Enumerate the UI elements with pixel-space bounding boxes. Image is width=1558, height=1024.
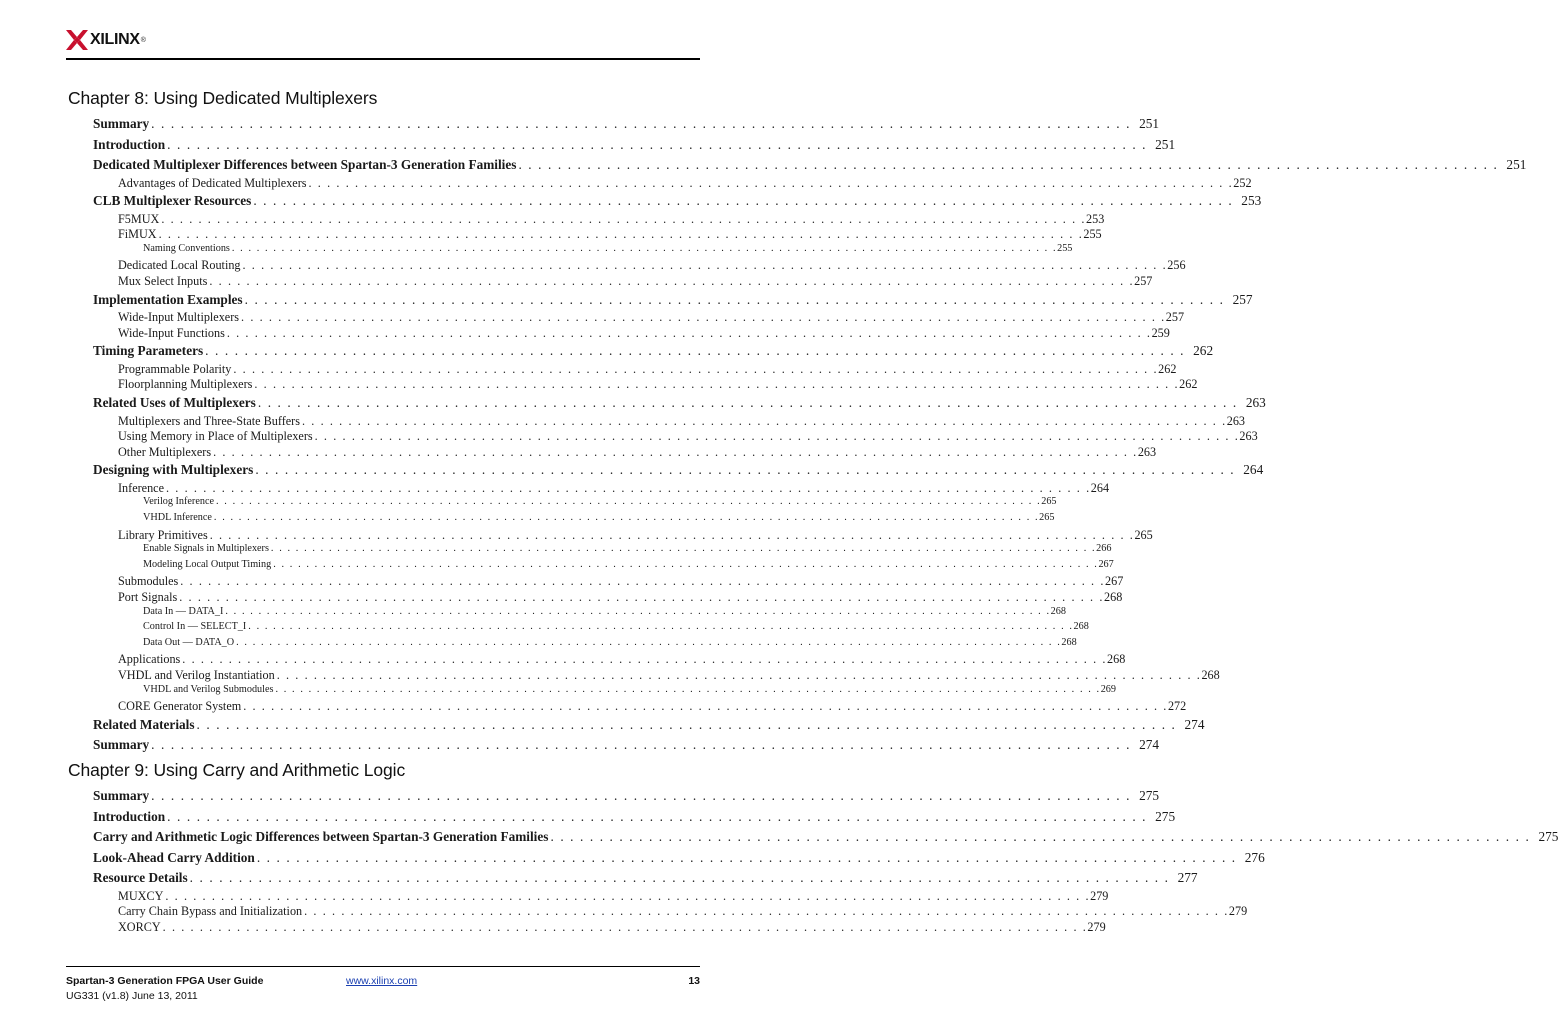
toc-entry-page: 255	[1057, 242, 1073, 254]
toc-entry[interactable]	[143, 558, 1114, 573]
toc-entry-page: 267	[1105, 574, 1124, 589]
toc-entry-page: 277	[1177, 870, 1198, 885]
toc-entry-label: FiMUX	[118, 227, 157, 242]
toc-entry-page: 275	[1139, 788, 1160, 803]
toc-entry-label: Look-Ahead Carry Addition	[93, 849, 255, 865]
toc-entry-page: 274	[1139, 737, 1160, 753]
toc-entry-page: 255	[1083, 227, 1102, 242]
toc-entry[interactable]	[143, 496, 1057, 510]
toc-entry[interactable]	[143, 636, 1077, 651]
toc-entry-page: 263	[1226, 413, 1245, 428]
dot-leader: . . . . . . . . . . . . . . . . . . . . . . . . . . . . . . . . . . . . . . . . . . . . . . . . . . . . . . . . . . . . . . . . . . . . . . . . . . . . . . . . . . . . . . . . . . . . . . . . . . . .	[273, 558, 1099, 570]
toc-entry-label: Using Memory in Place of Multiplexers	[118, 429, 313, 444]
toc-entry[interactable]	[143, 543, 1112, 557]
toc-entry[interactable]	[118, 574, 1124, 589]
toc-entry-label: Naming Conventions	[143, 242, 230, 254]
toc-entry-label: Floorplanning Multiplexers	[118, 377, 253, 392]
toc-entry[interactable]	[93, 291, 1253, 310]
dot-leader: . . . . . . . . . . . . . . . . . . . . . . . . . . . . . . . . . . . . . . . . . . . . . . . . . . . . . . . . . . . . . . . . . . . . . . . . . . . . . . . . . . . . . . . . . . . . . . . . . . . .	[162, 919, 1088, 934]
dot-leader: . . . . . . . . . . . . . . . . . . . . . . . . . . . . . . . . . . . . . . . . . . . . . . . . . . . . . . . . . . . . . . . . . . . . . . . . . . . . . . . . . . . . . . . . . . . . . . . . . . . .	[256, 849, 1237, 865]
dot-leader: . . . . . . . . . . . . . . . . . . . . . . . . . . . . . . . . . . . . . . . . . . . . . . . . . . . . . . . . . . . . . . . . . . . . . . . . . . . . . . . . . . . . . . . . . . . . . . . . . . . .	[233, 361, 1159, 376]
dot-leader: . . . . . . . . . . . . . . . . . . . . . . . . . . . . . . . . . . . . . . . . . . . . . . . . . . . . . . . . . . . . . . . . . . . . . . . . . . . . . . . . . . . . . . . . . . . . . . . . . . . .	[209, 274, 1135, 288]
toc-entry-page: 253	[1241, 193, 1262, 209]
toc-entry[interactable]	[93, 157, 1527, 175]
toc-entry[interactable]	[93, 849, 1265, 868]
toc-entry-label: Resource Details	[93, 870, 188, 885]
toc-entry-label: Library Primitives	[118, 527, 208, 542]
footer-page-number: 13	[688, 975, 700, 987]
toc-entry-page: 257	[1165, 310, 1185, 325]
toc-entry-label: Mux Select Inputs	[118, 274, 208, 288]
chapter-title: Chapter 8: Using Dedicated Multiplexers	[68, 88, 378, 108]
toc-entry-label: CLB Multiplexer Resources	[93, 193, 252, 209]
dot-leader: . . . . . . . . . . . . . . . . . . . . . . . . . . . . . . . . . . . . . . . . . . . . . . . . . . . . . . . . . . . . . . . . . . . . . . . . . . . . . . . . . . . . . . . . . . . . . . . . . . . .	[236, 636, 1062, 648]
footer-website-link[interactable]: www.xilinx.com	[346, 975, 418, 987]
toc-entry-page: 268	[1050, 605, 1066, 617]
toc-entry[interactable]	[118, 274, 1153, 289]
toc-entry[interactable]	[118, 310, 1185, 325]
toc-entry[interactable]	[143, 512, 1055, 526]
toc-entry-page: 264	[1090, 480, 1110, 495]
footer-rule	[66, 966, 700, 967]
xilinx-logo	[66, 30, 146, 50]
dot-leader: . . . . . . . . . . . . . . . . . . . . . . . . . . . . . . . . . . . . . . . . . . . . . . . . . . . . . . . . . . . . . . . . . . . . . . . . . . . . . . . . . . . . . . . . . . . . . . . . . . . .	[226, 325, 1152, 340]
toc-entry[interactable]	[93, 343, 1214, 361]
dot-leader: . . . . . . . . . . . . . . . . . . . . . . . . . . . . . . . . . . . . . . . . . . . . . . . . . . . . . . . . . . . . . . . . . . . . . . . . . . . . . . . . . . . . . . . . . . . . . . . . . . . .	[550, 829, 1531, 844]
toc-entry[interactable]	[143, 605, 1066, 620]
toc-entry[interactable]	[118, 652, 1126, 667]
toc-entry-page: 253	[1086, 211, 1105, 226]
toc-entry-label: Related Uses of Multiplexers	[93, 395, 256, 410]
toc-entry-label: Dedicated Multiplexer Differences between Spartan-3 Generation Families	[93, 157, 517, 172]
dot-leader: . . . . . . . . . . . . . . . . . . . . . . . . . . . . . . . . . . . . . . . . . . . . . . . . . . . . . . . . . . . . . . . . . . . . . . . . . . . . . . . . . . . . . . . . . . . . . . . . . . . .	[270, 543, 1097, 555]
toc-entry-page: 268	[1073, 621, 1089, 633]
dot-leader: . . . . . . . . . . . . . . . . . . . . . . . . . . . . . . . . . . . . . . . . . . . . . . . . . . . . . . . . . . . . . . . . . . . . . . . . . . . . . . . . . . . . . . . . . . . . . . . . . . . .	[158, 227, 1084, 242]
toc-entry[interactable]	[93, 395, 1266, 413]
toc-entry[interactable]	[118, 919, 1106, 935]
dot-leader: . . . . . . . . . . . . . . . . . . . . . . . . . . . . . . . . . . . . . . . . . . . . . . . . . . . . . . . . . . . . . . . . . . . . . . . . . . . . . . . . . . . . . . . . . . . . . . . . . . . .	[257, 395, 1238, 410]
toc-entry[interactable]	[118, 258, 1186, 273]
dot-leader: . . . . . . . . . . . . . . . . . . . . . . . . . . . . . . . . . . . . . . . . . . . . . . . . . . . . . . . . . . . . . . . . . . . . . . . . . . . . . . . . . . . . . . . . . . . . . . . . . . . .	[301, 413, 1227, 428]
dot-leader: . . . . . . . . . . . . . . . . . . . . . . . . . . . . . . . . . . . . . . . . . . . . . . . . . . . . . . . . . . . . . . . . . . . . . . . . . . . . . . . . . . . . . . . . . . . . . . . . . . . .	[213, 512, 1040, 523]
toc-entry-label: Summary	[93, 737, 150, 753]
dot-leader: . . . . . . . . . . . . . . . . . . . . . . . . . . . . . . . . . . . . . . . . . . . . . . . . . . . . . . . . . . . . . . . . . . . . . . . . . . . . . . . . . . . . . . . . . . . . . . . . . . . .	[151, 116, 1132, 131]
toc-entry-page: 276	[1244, 849, 1265, 865]
dot-leader: . . . . . . . . . . . . . . . . . . . . . . . . . . . . . . . . . . . . . . . . . . . . . . . . . . . . . . . . . . . . . . . . . . . . . . . . . . . . . . . . . . . . . . . . . . . . . . . . . . . .	[166, 480, 1091, 495]
toc-entry-page: 251	[1506, 157, 1527, 172]
toc-entry-page: 267	[1098, 558, 1114, 570]
toc-entry-label: Summary	[93, 116, 150, 131]
toc-entry-page: 256	[1167, 258, 1186, 273]
dot-leader: . . . . . . . . . . . . . . . . . . . . . . . . . . . . . . . . . . . . . . . . . . . . . . . . . . . . . . . . . . . . . . . . . . . . . . . . . . . . . . . . . . . . . . . . . . . . . . . . . . . .	[314, 429, 1240, 444]
toc-entry-label: Carry and Arithmetic Logic Differences between Spartan-3 Generation Families	[93, 829, 549, 844]
toc-entry[interactable]	[118, 361, 1177, 377]
dot-leader: . . . . . . . . . . . . . . . . . . . . . . . . . . . . . . . . . . . . . . . . . . . . . . . . . . . . . . . . . . . . . . . . . . . . . . . . . . . . . . . . . . . . . . . . . . . . . . . . . . . .	[161, 211, 1087, 226]
toc-entry-label: VHDL and Verilog Submodules	[143, 683, 274, 695]
dot-leader: . . . . . . . . . . . . . . . . . . . . . . . . . . . . . . . . . . . . . . . . . . . . . . . . . . . . . . . . . . . . . . . . . . . . . . . . . . . . . . . . . . . . . . . . . . . . . . . . . . . .	[167, 136, 1148, 152]
toc-entry-label: Designing with Multiplexers	[93, 462, 254, 478]
dot-leader: . . . . . . . . . . . . . . . . . . . . . . . . . . . . . . . . . . . . . . . . . . . . . . . . . . . . . . . . . . . . . . . . . . . . . . . . . . . . . . . . . . . . . . . . . . . . . . . . . . . .	[216, 496, 1042, 508]
registered-mark: ®	[140, 36, 146, 44]
toc-entry[interactable]	[118, 444, 1157, 460]
toc-entry-label: Other Multiplexers	[118, 444, 212, 459]
toc-entry-label: Dedicated Local Routing	[118, 258, 241, 273]
toc-entry[interactable]	[93, 462, 1264, 480]
dot-leader: . . . . . . . . . . . . . . . . . . . . . . . . . . . . . . . . . . . . . . . . . . . . . . . . . . . . . . . . . . . . . . . . . . . . . . . . . . . . . . . . . . . . . . . . . . . . . . . . . . . .	[151, 788, 1132, 803]
toc-entry-page: 275	[1155, 808, 1176, 824]
toc-entry-label: Modeling Local Output Timing	[143, 558, 272, 570]
toc-entry-page: 264	[1243, 462, 1264, 478]
toc-entry[interactable]	[118, 668, 1220, 683]
toc-entry[interactable]	[93, 870, 1198, 888]
toc-entry-label: XORCY	[118, 919, 161, 934]
toc-entry[interactable]	[143, 242, 1073, 257]
toc-entry-page: 268	[1201, 668, 1220, 682]
dot-leader: . . . . . . . . . . . . . . . . . . . . . . . . . . . . . . . . . . . . . . . . . . . . . . . . . . . . . . . . . . . . . . . . . . . . . . . . . . . . . . . . . . . . . . . . . . . . . . . . . . . .	[225, 605, 1051, 617]
toc-entry-page: 262	[1193, 343, 1214, 359]
toc-entry[interactable]	[118, 175, 1252, 191]
dot-leader: . . . . . . . . . . . . . . . . . . . . . . . . . . . . . . . . . . . . . . . . . . . . . . . . . . . . . . . . . . . . . . . . . . . . . . . . . . . . . . . . . . . . . . . . . . . . . . . . . . . .	[179, 590, 1104, 604]
dot-leader: . . . . . . . . . . . . . . . . . . . . . . . . . . . . . . . . . . . . . . . . . . . . . . . . . . . . . . . . . . . . . . . . . . . . . . . . . . . . . . . . . . . . . . . . . . . . . . . . . . . .	[254, 377, 1180, 392]
dot-leader: . . . . . . . . . . . . . . . . . . . . . . . . . . . . . . . . . . . . . . . . . . . . . . . . . . . . . . . . . . . . . . . . . . . . . . . . . . . . . . . . . . . . . . . . . . . . . . . . . . . .	[243, 699, 1168, 714]
toc-entry[interactable]	[93, 193, 1262, 211]
toc-entry-label: Data Out — DATA_O	[143, 636, 235, 648]
toc-entry-label: Programmable Polarity	[118, 361, 232, 376]
toc-entry-label: Control In — SELECT_I	[143, 621, 247, 633]
dot-leader: . . . . . . . . . . . . . . . . . . . . . . . . . . . . . . . . . . . . . . . . . . . . . . . . . . . . . . . . . . . . . . . . . . . . . . . . . . . . . . . . . . . . . . . . . . . . . . . . . . . .	[231, 242, 1058, 254]
toc-entry-page: 265	[1041, 496, 1057, 508]
dot-leader: . . . . . . . . . . . . . . . . . . . . . . . . . . . . . . . . . . . . . . . . . . . . . . . . . . . . . . . . . . . . . . . . . . . . . . . . . . . . . . . . . . . . . . . . . . . . . . . . . . . .	[182, 652, 1108, 667]
toc-entry[interactable]	[93, 716, 1205, 735]
toc-entry-label: MUXCY	[118, 888, 164, 903]
toc-entry-label: Multiplexers and Three-State Buffers	[118, 413, 300, 428]
toc-entry[interactable]	[118, 377, 1198, 392]
dot-leader: . . . . . . . . . . . . . . . . . . . . . . . . . . . . . . . . . . . . . . . . . . . . . . . . . . . . . . . . . . . . . . . . . . . . . . . . . . . . . . . . . . . . . . . . . . . . . . . . . . . .	[213, 444, 1138, 459]
toc-entry-page: 268	[1061, 636, 1077, 648]
toc-entry-page: 251	[1139, 116, 1160, 131]
toc-entry[interactable]	[93, 788, 1160, 806]
toc-entry-page: 263	[1239, 429, 1258, 444]
toc-entry[interactable]	[93, 829, 1558, 847]
toc-entry-label: Implementation Examples	[93, 291, 243, 307]
toc-entry-page: 265	[1134, 527, 1153, 542]
toc-entry-page: 262	[1179, 377, 1198, 392]
logo-wordmark: XILINX	[90, 31, 140, 48]
toc-entry[interactable]	[118, 904, 1248, 919]
dot-leader: . . . . . . . . . . . . . . . . . . . . . . . . . . . . . . . . . . . . . . . . . . . . . . . . . . . . . . . . . . . . . . . . . . . . . . . . . . . . . . . . . . . . . . . . . . . . . . . . . . . .	[151, 737, 1132, 753]
toc-entry[interactable]	[93, 116, 1160, 134]
toc-entry-page: 263	[1245, 395, 1266, 410]
toc-entry-label: F5MUX	[118, 211, 160, 226]
toc-entry-label: Data In — DATA_I	[143, 605, 224, 617]
toc-entry-label: Related Materials	[93, 716, 195, 732]
toc-entry-label: Wide-Input Functions	[118, 325, 225, 340]
toc-entry-page: 268	[1104, 590, 1123, 604]
toc-entry-label: Timing Parameters	[93, 343, 204, 359]
dot-leader: . . . . . . . . . . . . . . . . . . . . . . . . . . . . . . . . . . . . . . . . . . . . . . . . . . . . . . . . . . . . . . . . . . . . . . . . . . . . . . . . . . . . . . . . . . . . . . . . . . . .	[196, 716, 1177, 732]
dot-leader: . . . . . . . . . . . . . . . . . . . . . . . . . . . . . . . . . . . . . . . . . . . . . . . . . . . . . . . . . . . . . . . . . . . . . . . . . . . . . . . . . . . . . . . . . . . . . . . . . . . .	[165, 888, 1091, 903]
toc-entry-page: 272	[1167, 699, 1187, 714]
dot-leader: . . . . . . . . . . . . . . . . . . . . . . . . . . . . . . . . . . . . . . . . . . . . . . . . . . . . . . . . . . . . . . . . . . . . . . . . . . . . . . . . . . . . . . . . . . . . . . . . . . . .	[304, 904, 1229, 919]
toc-entry-page: 279	[1087, 919, 1106, 934]
toc-entry[interactable]	[118, 480, 1110, 496]
toc-entry-label: Advantages of Dedicated Multiplexers	[118, 175, 307, 190]
dot-leader: . . . . . . . . . . . . . . . . . . . . . . . . . . . . . . . . . . . . . . . . . . . . . . . . . . . . . . . . . . . . . . . . . . . . . . . . . . . . . . . . . . . . . . . . . . . . . . . . . . . .	[241, 310, 1166, 325]
toc-entry-page: 275	[1538, 829, 1558, 844]
dot-leader: . . . . . . . . . . . . . . . . . . . . . . . . . . . . . . . . . . . . . . . . . . . . . . . . . . . . . . . . . . . . . . . . . . . . . . . . . . . . . . . . . . . . . . . . . . . . . . . . . . . .	[275, 683, 1101, 695]
toc-entry-label: Port Signals	[118, 590, 178, 604]
dot-leader: . . . . . . . . . . . . . . . . . . . . . . . . . . . . . . . . . . . . . . . . . . . . . . . . . . . . . . . . . . . . . . . . . . . . . . . . . . . . . . . . . . . . . . . . . . . . . . . . . . . .	[308, 175, 1234, 190]
toc-entry-label: Enable Signals in Multiplexers	[143, 543, 269, 555]
toc-entry[interactable]	[143, 683, 1116, 698]
toc-entry[interactable]	[93, 808, 1176, 827]
toc-entry-page: 263	[1137, 444, 1157, 459]
header-rule	[66, 58, 700, 60]
dot-leader: . . . . . . . . . . . . . . . . . . . . . . . . . . . . . . . . . . . . . . . . . . . . . . . . . . . . . . . . . . . . . . . . . . . . . . . . . . . . . . . . . . . . . . . . . . . . . . . . . . . .	[248, 621, 1074, 633]
toc-entry[interactable]	[118, 211, 1105, 227]
toc-entry-page: 262	[1158, 361, 1177, 376]
toc-entry[interactable]	[93, 136, 1176, 155]
chapter-title: Chapter 9: Using Carry and Arithmetic Logic	[68, 760, 406, 780]
toc-entry-page: 252	[1233, 175, 1252, 190]
dot-leader: . . . . . . . . . . . . . . . . . . . . . . . . . . . . . . . . . . . . . . . . . . . . . . . . . . . . . . . . . . . . . . . . . . . . . . . . . . . . . . . . . . . . . . . . . . . . . . . . . . . .	[205, 343, 1186, 359]
toc-entry-page: 257	[1232, 291, 1253, 307]
page-header	[66, 30, 700, 58]
toc-entry-label: Inference	[118, 480, 165, 495]
toc-entry[interactable]	[118, 413, 1245, 429]
dot-leader: . . . . . . . . . . . . . . . . . . . . . . . . . . . . . . . . . . . . . . . . . . . . . . . . . . . . . . . . . . . . . . . . . . . . . . . . . . . . . . . . . . . . . . . . . . . . . . . . . . . .	[180, 574, 1105, 589]
toc-entry-label: Applications	[118, 652, 181, 667]
toc-entry[interactable]	[118, 699, 1187, 714]
toc-entry-page: 265	[1039, 512, 1055, 523]
toc-entry-label: Summary	[93, 788, 150, 803]
footer-guide-title: Spartan-3 Generation FPGA User Guide	[66, 975, 264, 987]
toc-entry-label: Carry Chain Bypass and Initialization	[118, 904, 303, 919]
toc-entry-page: 251	[1155, 136, 1176, 152]
dot-leader: . . . . . . . . . . . . . . . . . . . . . . . . . . . . . . . . . . . . . . . . . . . . . . . . . . . . . . . . . . . . . . . . . . . . . . . . . . . . . . . . . . . . . . . . . . . . . . . . . . . .	[253, 193, 1234, 209]
toc-entry-label: VHDL and Verilog Instantiation	[118, 668, 275, 682]
toc-entry-label: Introduction	[93, 136, 166, 152]
footer-doc-id: UG331 (v1.8) June 13, 2011	[66, 990, 198, 1002]
toc-entry-page: 269	[1100, 683, 1116, 695]
toc-entry-label: Submodules	[118, 574, 179, 589]
toc-entry-label: Wide-Input Multiplexers	[118, 310, 240, 325]
dot-leader: . . . . . . . . . . . . . . . . . . . . . . . . . . . . . . . . . . . . . . . . . . . . . . . . . . . . . . . . . . . . . . . . . . . . . . . . . . . . . . . . . . . . . . . . . . . . . . . . . . . .	[244, 291, 1225, 307]
toc-entry-page: 279	[1228, 904, 1248, 919]
dot-leader: . . . . . . . . . . . . . . . . . . . . . . . . . . . . . . . . . . . . . . . . . . . . . . . . . . . . . . . . . . . . . . . . . . . . . . . . . . . . . . . . . . . . . . . . . . . . . . . . . . . .	[276, 668, 1202, 682]
toc-entry-label: Introduction	[93, 808, 166, 824]
toc-entry[interactable]	[93, 737, 1160, 755]
dot-leader: . . . . . . . . . . . . . . . . . . . . . . . . . . . . . . . . . . . . . . . . . . . . . . . . . . . . . . . . . . . . . . . . . . . . . . . . . . . . . . . . . . . . . . . . . . . . . . . . . . . .	[242, 258, 1168, 273]
toc-entry-page: 279	[1090, 888, 1109, 903]
xilinx-x-icon	[66, 30, 88, 50]
dot-leader: . . . . . . . . . . . . . . . . . . . . . . . . . . . . . . . . . . . . . . . . . . . . . . . . . . . . . . . . . . . . . . . . . . . . . . . . . . . . . . . . . . . . . . . . . . . . . . . . . . . .	[518, 157, 1499, 172]
toc-entry[interactable]	[143, 621, 1089, 635]
toc-entry-label: Verilog Inference	[143, 496, 214, 508]
toc-entry-label: CORE Generator System	[118, 699, 242, 714]
dot-leader: . . . . . . . . . . . . . . . . . . . . . . . . . . . . . . . . . . . . . . . . . . . . . . . . . . . . . . . . . . . . . . . . . . . . . . . . . . . . . . . . . . . . . . . . . . . . . . . . . . . .	[189, 870, 1170, 885]
toc-entry-label: VHDL Inference	[143, 512, 212, 523]
toc-entry[interactable]	[118, 590, 1123, 605]
toc-entry-page: 274	[1184, 716, 1205, 732]
dot-leader: . . . . . . . . . . . . . . . . . . . . . . . . . . . . . . . . . . . . . . . . . . . . . . . . . . . . . . . . . . . . . . . . . . . . . . . . . . . . . . . . . . . . . . . . . . . . . . . . . . . .	[167, 808, 1148, 824]
toc-entry[interactable]	[118, 888, 1109, 904]
toc-entry-page: 266	[1096, 543, 1112, 555]
dot-leader: . . . . . . . . . . . . . . . . . . . . . . . . . . . . . . . . . . . . . . . . . . . . . . . . . . . . . . . . . . . . . . . . . . . . . . . . . . . . . . . . . . . . . . . . . . . . . . . . . . . .	[209, 527, 1135, 542]
toc-entry-page: 268	[1107, 652, 1126, 667]
toc-entry[interactable]	[118, 429, 1258, 444]
toc-entry[interactable]	[118, 227, 1102, 242]
dot-leader: . . . . . . . . . . . . . . . . . . . . . . . . . . . . . . . . . . . . . . . . . . . . . . . . . . . . . . . . . . . . . . . . . . . . . . . . . . . . . . . . . . . . . . . . . . . . . . . . . . . .	[255, 462, 1236, 478]
toc-entry-page: 259	[1151, 325, 1170, 340]
toc-entry[interactable]	[118, 527, 1153, 543]
toc-entry-page: 257	[1134, 274, 1153, 288]
toc-entry[interactable]	[118, 325, 1170, 341]
